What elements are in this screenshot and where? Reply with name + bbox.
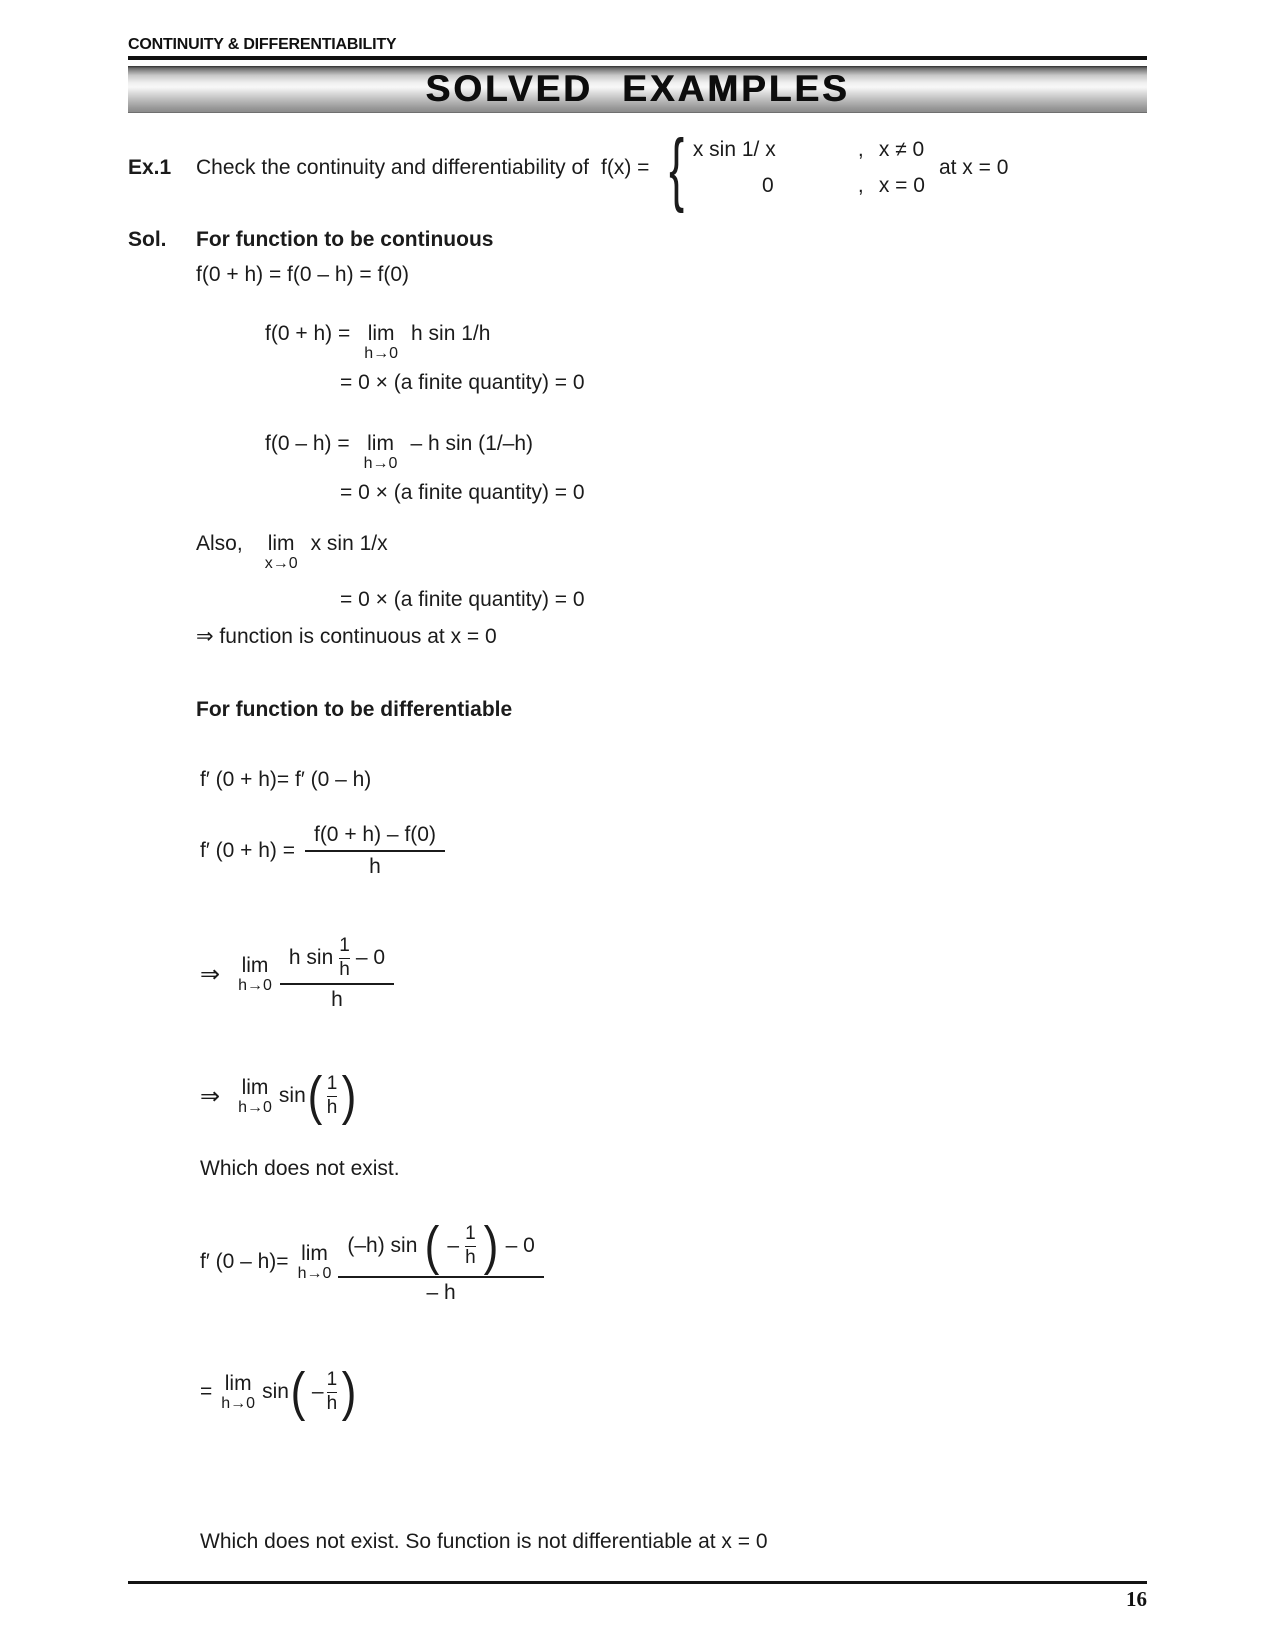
equation-rhs: x sin 1/x <box>310 532 388 555</box>
conclusion-line <box>196 624 497 649</box>
equation-line <box>200 818 445 884</box>
numerator-text: (–h) sin <box>347 1234 418 1257</box>
at-note: at x = 0 <box>938 156 1009 179</box>
equation-text: = 0 × (a finite quantity) = 0 <box>340 588 585 611</box>
limit-subscript: x→0 <box>264 555 298 572</box>
small-fraction-numerator: 1 <box>326 1369 338 1391</box>
small-fraction <box>327 1370 338 1414</box>
fraction-denominator <box>427 1278 456 1305</box>
equation-text: f(0 + h) = f(0 – h) = f(0) <box>196 263 410 286</box>
equation-line <box>200 1212 544 1312</box>
denominator-text: h <box>331 987 343 1011</box>
small-fraction-numerator: 1 <box>339 935 350 957</box>
fx-equals: f(x) = <box>601 156 650 179</box>
limit-block <box>238 955 272 994</box>
example-label: Ex.1 <box>128 156 172 179</box>
continuity-heading: For function to be continuous <box>196 228 494 251</box>
equation-text: = 0 × (a finite quantity) = 0 <box>340 371 585 394</box>
small-fraction <box>465 1224 476 1268</box>
differentiability-heading-row <box>196 698 512 722</box>
limit-subscript: h→0 <box>297 1264 332 1282</box>
case-row <box>693 174 925 198</box>
solution-heading-row <box>128 228 493 252</box>
footer-rule <box>128 1581 1147 1584</box>
denominator-text: – h <box>426 1281 456 1304</box>
implies-arrow: ⇒ <box>200 1082 221 1110</box>
equation-line <box>340 588 585 612</box>
equation-rhs: – h sin (1/–h) <box>410 432 534 455</box>
equation-line <box>200 928 394 1020</box>
fraction <box>280 936 394 1012</box>
equation-lhs: f(0 + h) = <box>265 322 351 345</box>
statement-line <box>200 1157 400 1181</box>
also-label: Also, <box>196 532 243 555</box>
big-paren-open: ( <box>307 1066 323 1126</box>
limit-block <box>298 1243 332 1282</box>
big-paren-open: ( <box>425 1216 440 1276</box>
equation-line <box>200 1356 358 1428</box>
small-fraction-denominator: h <box>326 1393 338 1414</box>
case-condition: x = 0 <box>878 174 925 197</box>
limit-subscript: h→0 <box>363 455 398 472</box>
fraction <box>338 1216 543 1305</box>
small-fraction-numerator: 1 <box>465 1223 476 1245</box>
limit-word: lim <box>224 1371 252 1395</box>
limit-word: lim <box>367 322 395 345</box>
solution-label: Sol. <box>128 228 167 251</box>
limit-block <box>238 1077 272 1116</box>
fraction-numerator <box>280 936 394 983</box>
limit-word: lim <box>367 432 394 455</box>
limit-word: lim <box>241 1075 269 1099</box>
minus-sign: – <box>447 1234 460 1257</box>
equation-line <box>265 432 533 472</box>
small-fraction <box>327 1074 338 1118</box>
equation-line <box>265 322 490 362</box>
equation-lhs: f′ (0 + h) = <box>200 839 295 862</box>
equation-text: = 0 × (a finite quantity) = 0 <box>340 481 585 504</box>
limit-subscript: h→0 <box>364 345 399 362</box>
limit-block <box>221 1373 255 1412</box>
limit-subscript: h→0 <box>238 976 272 994</box>
numerator-text: – 0 <box>355 946 386 969</box>
equation-rhs: h sin 1/h <box>411 322 491 345</box>
fraction-numerator <box>305 823 445 850</box>
curly-brace-icon: { <box>669 122 685 214</box>
limit-block <box>265 533 298 572</box>
limit-word: lim <box>241 953 269 977</box>
numerator-text: f(0 + h) – f(0) <box>313 823 436 846</box>
case-expression: 0 <box>761 174 774 197</box>
small-fraction-denominator: h <box>326 1097 338 1118</box>
statement-line <box>200 1530 768 1554</box>
implies-arrow: ⇒ <box>200 960 221 988</box>
small-fraction-denominator: h <box>465 1247 476 1268</box>
piecewise-cases <box>693 138 925 198</box>
minus-sign: – <box>311 1380 324 1403</box>
limit-word: lim <box>267 532 295 555</box>
case-separator: , <box>857 138 864 161</box>
equation-line <box>200 1062 358 1130</box>
example-block <box>128 122 1009 214</box>
fraction <box>305 823 445 879</box>
fraction-numerator <box>338 1216 543 1276</box>
conclusion-text: ⇒ function is continuous at x = 0 <box>196 625 497 648</box>
equation-text: f′ (0 + h)= f′ (0 – h) <box>200 768 372 791</box>
limit-subscript: h→0 <box>238 1098 272 1116</box>
equation-line <box>340 481 585 505</box>
section-banner <box>128 66 1147 113</box>
small-fraction-denominator: h <box>339 959 350 980</box>
case-condition: x ≠ 0 <box>878 138 925 161</box>
equation-lhs: f′ (0 – h)= <box>200 1250 289 1273</box>
sin-label: sin <box>278 1084 306 1107</box>
equation-line <box>200 768 371 792</box>
small-fraction <box>339 936 350 980</box>
equation-line <box>340 371 585 395</box>
numerator-text: h sin <box>288 946 334 969</box>
big-paren-close: ) <box>483 1216 499 1276</box>
small-fraction-numerator: 1 <box>326 1073 338 1095</box>
page-header: CONTINUITY & DIFFERENTIABILITY <box>128 36 397 53</box>
banner-title: SOLVED EXAMPLES <box>425 68 850 109</box>
case-expression: x sin 1/ x <box>692 138 776 161</box>
equation-line <box>196 532 388 572</box>
limit-word: lim <box>301 1241 328 1265</box>
limit-block <box>364 323 398 362</box>
limit-subscript: h→0 <box>221 1394 256 1412</box>
fraction-denominator <box>369 852 381 879</box>
denominator-text: h <box>369 855 381 878</box>
equation-lhs: f(0 – h) = <box>265 432 350 455</box>
limit-block <box>364 433 398 472</box>
numerator-text: – 0 <box>505 1234 535 1257</box>
statement-text: Which does not exist. <box>200 1157 400 1180</box>
page-number: 16 <box>1126 1587 1147 1611</box>
statement-text: Which does not exist. So function is not differentiable at x = 0 <box>200 1530 768 1553</box>
header-rule <box>128 56 1147 60</box>
big-paren-close: ) <box>341 1066 357 1126</box>
big-paren-close: ) <box>341 1362 357 1422</box>
case-row <box>693 138 925 162</box>
example-question: Check the continuity and differentiability of <box>196 156 590 179</box>
sin-label: sin <box>262 1380 289 1403</box>
equals-sign: = <box>200 1380 213 1403</box>
big-paren-open: ( <box>290 1362 306 1422</box>
case-separator: , <box>857 174 864 197</box>
differentiability-heading: For function to be differentiable <box>196 698 513 721</box>
equation-line <box>196 263 409 287</box>
fraction-denominator <box>331 985 343 1012</box>
